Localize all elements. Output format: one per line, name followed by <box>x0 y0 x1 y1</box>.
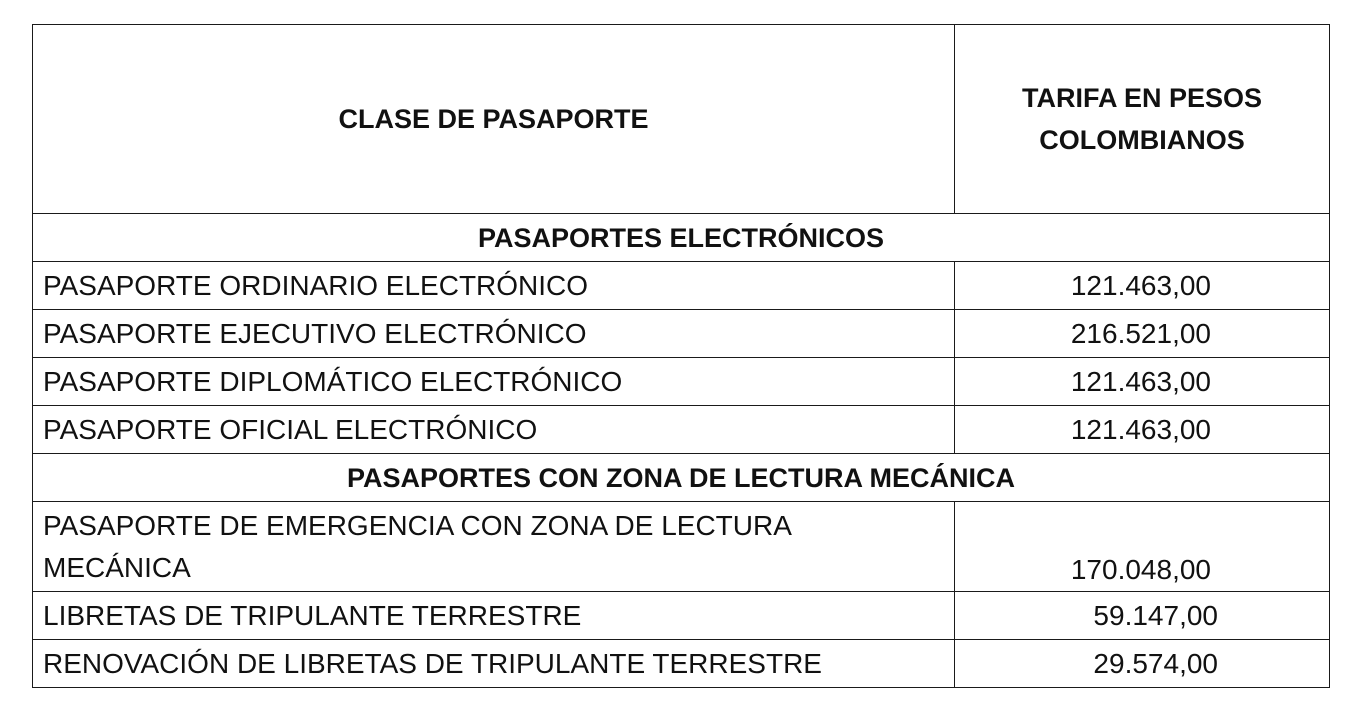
fee-cell: 121.463,00 <box>955 262 1330 310</box>
table-row <box>33 502 1330 592</box>
passport-fee-table <box>32 24 1330 688</box>
fee-cell: 121.463,00 <box>955 406 1330 454</box>
passport-class-cell: PASAPORTE EJECUTIVO ELECTRÓNICO <box>33 310 955 358</box>
table-row <box>33 310 1330 358</box>
passport-class-cell: PASAPORTE OFICIAL ELECTRÓNICO <box>33 406 955 454</box>
passport-class-cell: PASAPORTE DE EMERGENCIA CON ZONA DE LECTURA MECÁNICA <box>33 502 955 592</box>
fee-cell: 59.147,00 <box>955 592 1330 640</box>
passport-class-cell: PASAPORTE DIPLOMÁTICO ELECTRÓNICO <box>33 358 955 406</box>
section-header-row <box>33 214 1330 262</box>
fee-cell: 170.048,00 <box>955 502 1330 592</box>
class-column-header: CLASE DE PASAPORTE <box>33 25 955 214</box>
section-title: PASAPORTES ELECTRÓNICOS <box>33 214 1330 262</box>
passport-class-cell: PASAPORTE ORDINARIO ELECTRÓNICO <box>33 262 955 310</box>
table-header-row <box>33 25 1330 214</box>
table-row <box>33 358 1330 406</box>
table-row <box>33 406 1330 454</box>
table-row <box>33 592 1330 640</box>
fee-cell: 29.574,00 <box>955 640 1330 688</box>
fee-cell: 216.521,00 <box>955 310 1330 358</box>
passport-class-cell: LIBRETAS DE TRIPULANTE TERRESTRE <box>33 592 955 640</box>
table-row <box>33 640 1330 688</box>
table-row <box>33 262 1330 310</box>
fee-column-header: TARIFA EN PESOS COLOMBIANOS <box>955 25 1330 214</box>
fee-cell: 121.463,00 <box>955 358 1330 406</box>
passport-class-cell: RENOVACIÓN DE LIBRETAS DE TRIPULANTE TERRESTRE <box>33 640 955 688</box>
section-title: PASAPORTES CON ZONA DE LECTURA MECÁNICA <box>33 454 1330 502</box>
section-header-row <box>33 454 1330 502</box>
